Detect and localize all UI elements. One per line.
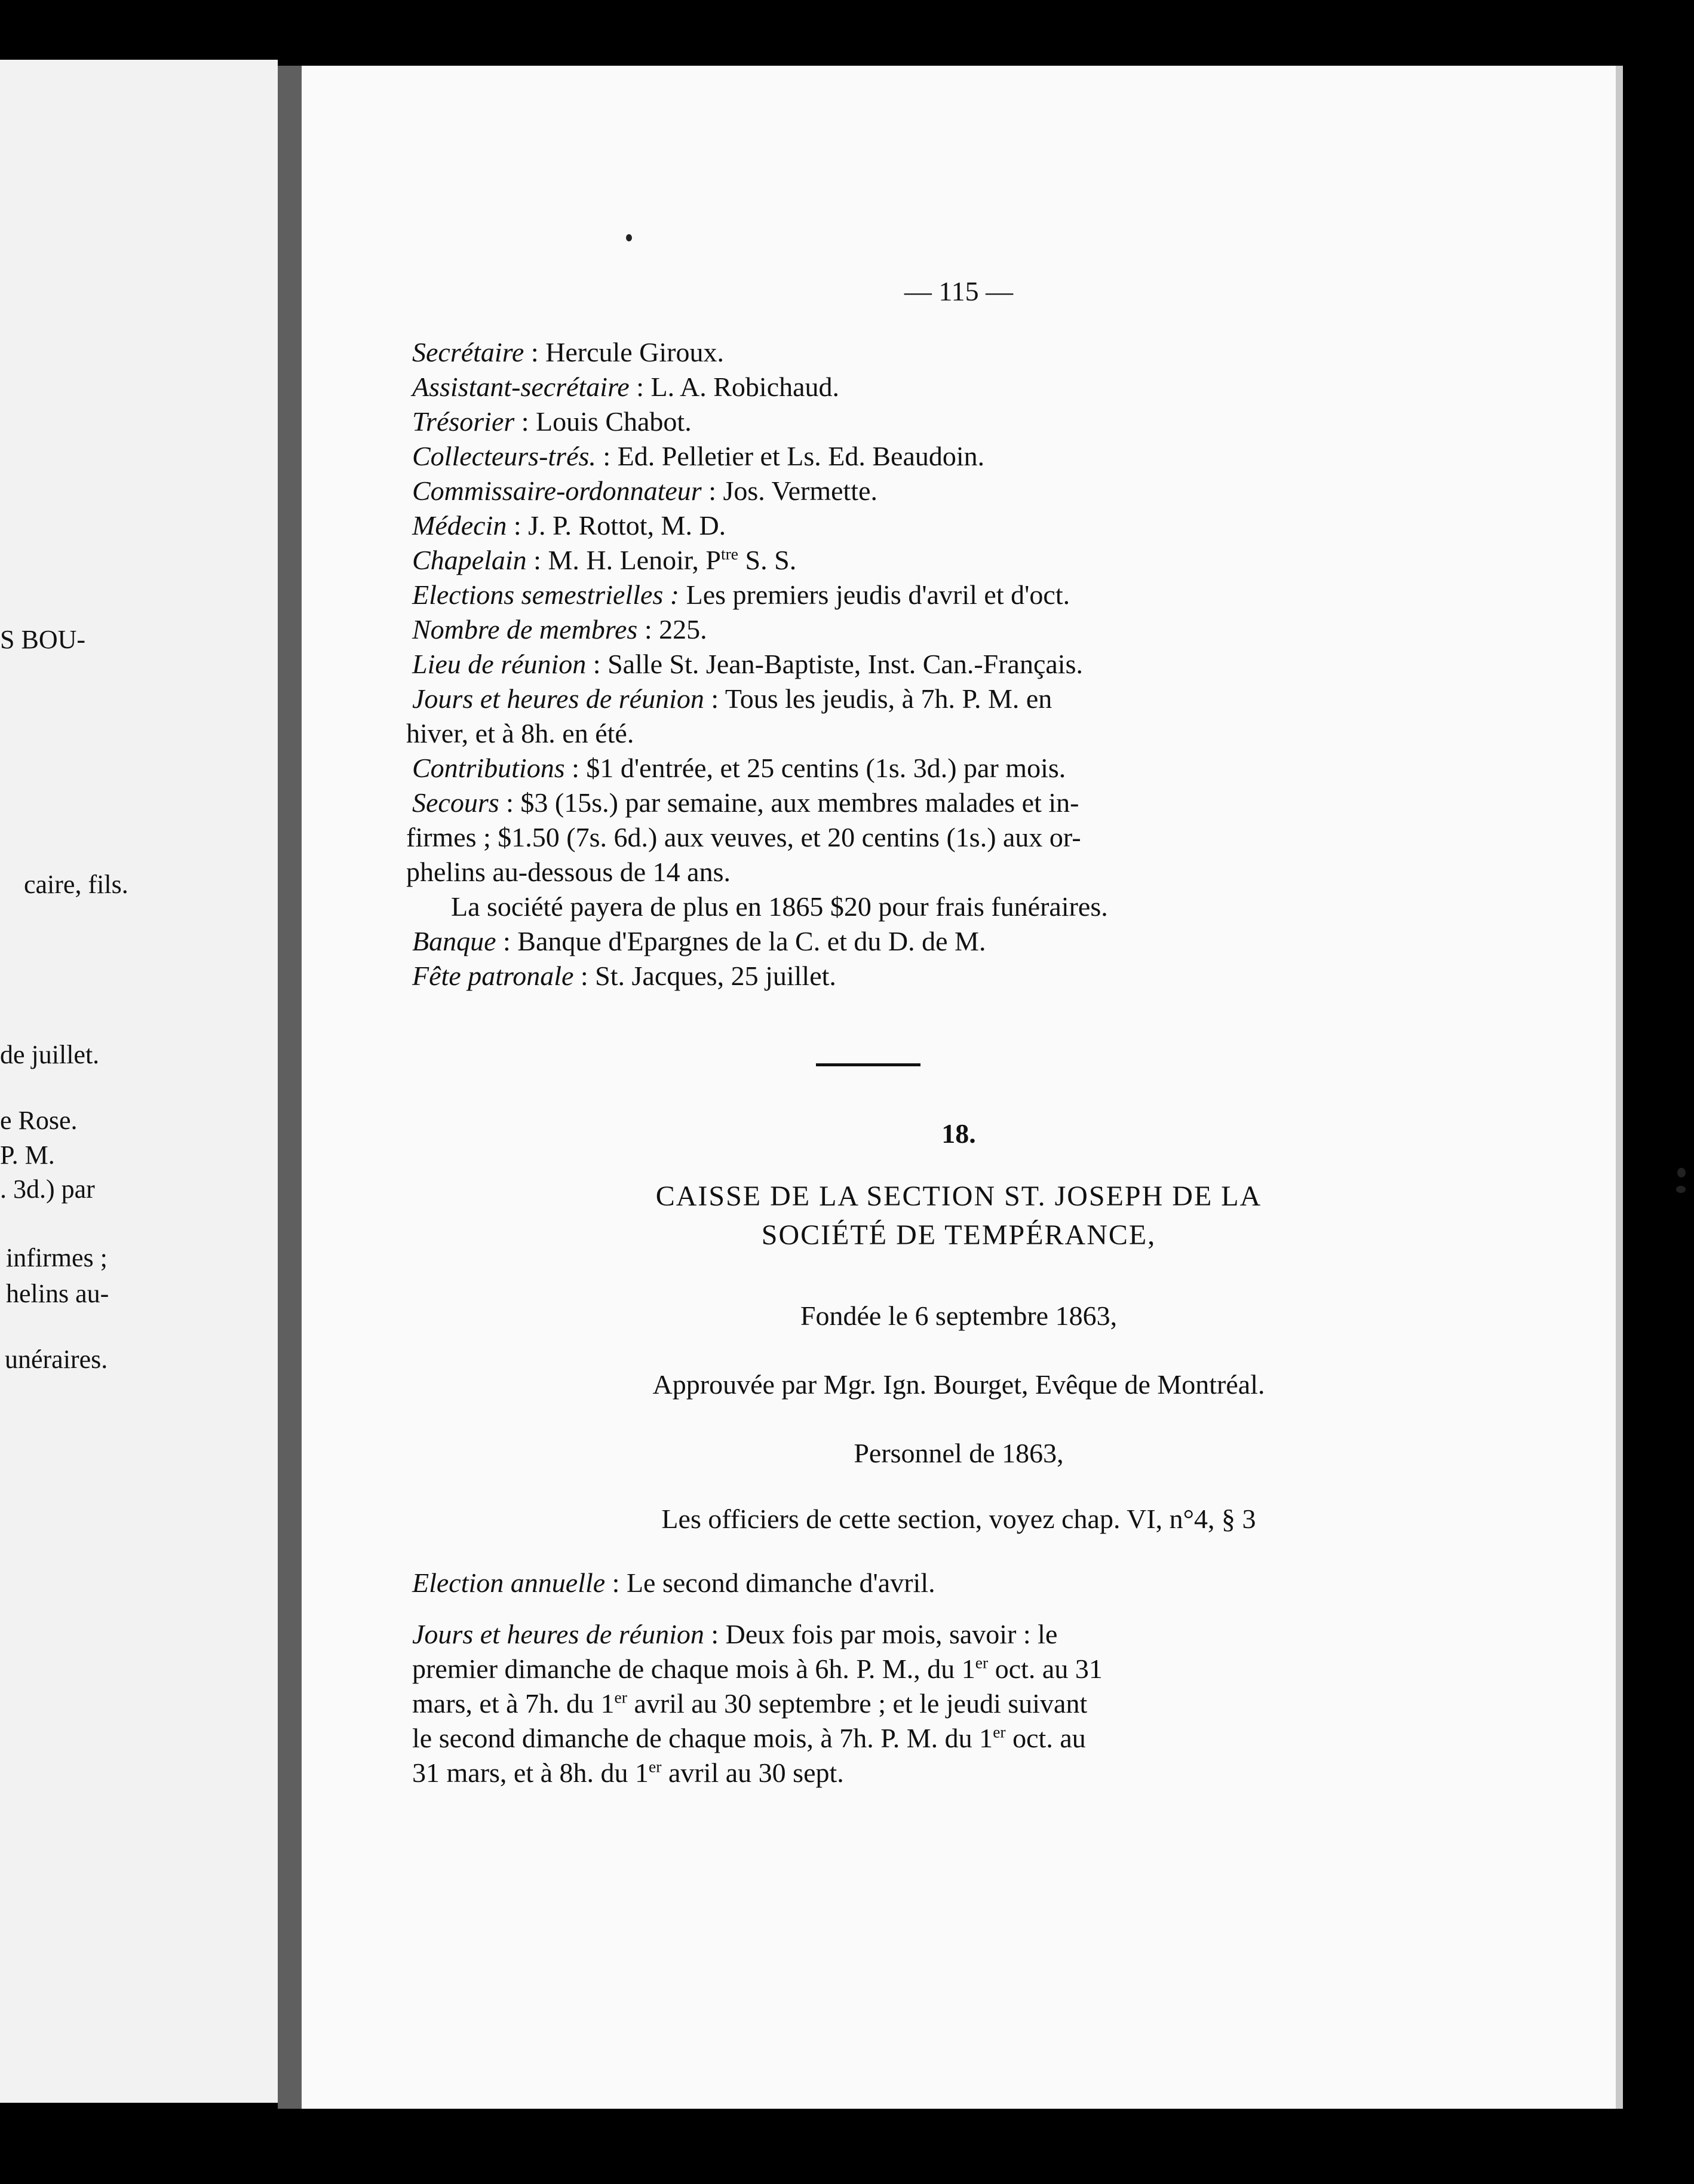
scan-speck (626, 234, 632, 241)
scan-speck (1676, 1186, 1686, 1193)
officer-line: Secrétaire : Hercule Giroux. (412, 337, 724, 367)
section-divider (816, 1063, 920, 1066)
personnel-line: Personnel de 1863, (854, 1438, 1064, 1468)
contributions-line: Contributions : $1 d'entrée, et 25 centins (1s. 3d.) par mois. (412, 753, 1066, 783)
facing-page-fragment: de juillet. (0, 1040, 100, 1069)
section-title-line-1: CAISSE DE LA SECTION ST. JOSEPH DE LA (655, 1180, 1262, 1212)
jours2-line-5: 31 mars, et à 8h. du 1er avril au 30 sept. (412, 1757, 844, 1788)
facing-page-fragment: S BOU- (0, 625, 86, 654)
founded-line: Fondée le 6 septembre 1863, (800, 1300, 1118, 1331)
facing-page-fragment: helins au- (6, 1279, 109, 1308)
facing-page-fragment: e Rose. (0, 1106, 78, 1135)
secours-line-3: phelins au-dessous de 14 ans. (406, 857, 731, 887)
facing-page-fragment: . 3d.) par (0, 1174, 95, 1204)
fete-line: Fête patronale : St. Jacques, 25 juillet. (412, 961, 836, 991)
facing-page (0, 60, 278, 2103)
election-line: Election annuelle : Le second dimanche d'avril. (412, 1568, 935, 1598)
officer-line: Assistant-secrétaire : L. A. Robichaud. (412, 372, 840, 402)
secours-line-2: firmes ; $1.50 (7s. 6d.) aux veuves, et 20 centins (1s.) aux or- (406, 822, 1081, 852)
officer-line: Trésorier : Louis Chabot. (412, 406, 692, 437)
secours-line-1: Secours : $3 (15s.) par semaine, aux membres malades et in- (412, 787, 1079, 818)
jours2-line-2: premier dimanche de chaque mois à 6h. P. M., du 1er oct. au 31 (412, 1653, 1103, 1684)
officers-note: Les officiers de cette section, voyez chap. VI, n°4, § 3 (661, 1504, 1256, 1534)
page-number: — 115 — (904, 276, 1014, 306)
facing-page-fragment: P. M. (0, 1140, 55, 1170)
officer-line: Lieu de réunion : Salle St. Jean-Baptiste, Inst. Can.-Français. (412, 649, 1083, 679)
section-number: 18. (941, 1118, 976, 1149)
jours2-line-1: Jours et heures de réunion : Deux fois par mois, savoir : le (412, 1619, 1058, 1649)
page-edge (1616, 66, 1623, 2109)
banque-line: Banque : Banque d'Epargnes de la C. et du D. de M. (412, 926, 986, 956)
funeral-line: La société payera de plus en 1865 $20 pour frais funéraires. (451, 891, 1108, 922)
officer-line: Médecin : J. P. Rottot, M. D. (412, 510, 726, 541)
officer-line: Commissaire-ordonnateur : Jos. Vermette. (412, 476, 878, 506)
book-gutter (278, 66, 305, 2109)
officer-line: Nombre de membres : 225. (412, 614, 707, 645)
facing-page-fragment: infirmes ; (6, 1243, 108, 1272)
officer-line: Chapelain : M. H. Lenoir, $P^{tre}$ S. S. (412, 544, 797, 575)
jours2-line-4: le second dimanche de chaque mois, à 7h. P. M. du 1er oct. au (412, 1722, 1086, 1753)
officer-line: Elections semestrielles : Les premiers jeudis d'avril et d'oct. (412, 579, 1070, 610)
facing-page-fragment: unéraires. (5, 1345, 108, 1374)
facing-page-fragment: caire, fils. (24, 870, 128, 899)
approved-line: Approuvée par Mgr. Ign. Bourget, Evêque de Montréal. (652, 1369, 1265, 1400)
jours-line-1: Jours et heures de réunion : Tous les jeudis, à 7h. P. M. en (412, 683, 1052, 714)
jours-line-2: hiver, et à 8h. en été. (406, 718, 634, 749)
officer-line: Collecteurs-trés. : Ed. Pelletier et Ls. Ed. Beaudoin. (412, 441, 985, 471)
jours2-line-3: mars, et à 7h. du 1er avril au 30 septembre ; et le jeudi suivant (412, 1688, 1088, 1719)
section-title-line-2: SOCIÉTÉ DE TEMPÉRANCE, (761, 1219, 1156, 1251)
scan-speck (1677, 1168, 1686, 1177)
